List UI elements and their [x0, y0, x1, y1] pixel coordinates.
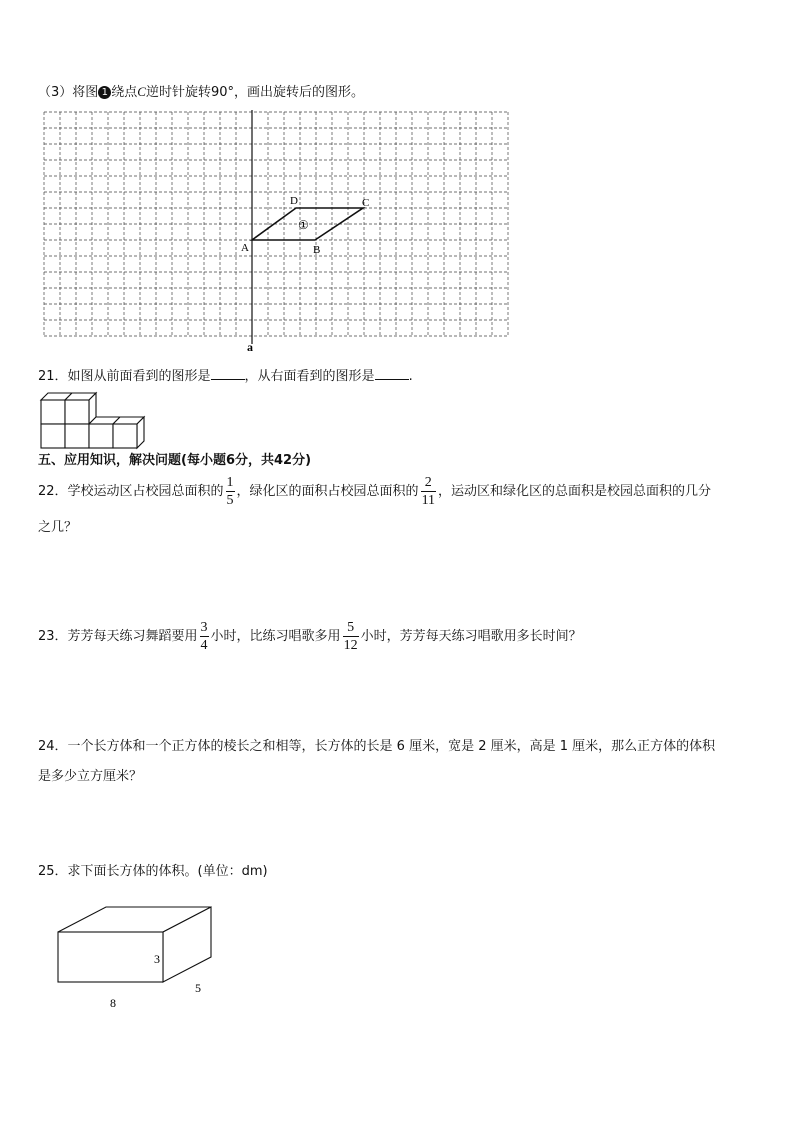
- q21-text: 21．如图从前面看到的图形是 ，从右面看到的图形是 .: [38, 369, 413, 384]
- q22-line2: 之几？: [38, 520, 78, 535]
- dim-length: 8: [110, 996, 116, 1010]
- q22-line1: 22．学校运动区占校园总面积的 $\frac{1}{5}$ ，绿化区的面积占校园总面积的 $\frac{2}{11}$ ，运动区和绿化区的总面积是校园总面积的几分: [38, 475, 712, 508]
- label-c: C: [362, 197, 370, 209]
- q24-line2: 是多少立方厘米？: [38, 769, 143, 784]
- answer-blank-front: [211, 367, 245, 380]
- dim-height: 3: [154, 952, 160, 966]
- fraction-3-4: $\frac{3}{4}$: [200, 620, 208, 653]
- fraction-1-5: $\frac{1}{5}$: [226, 475, 234, 508]
- shape-number-badge: 1: [98, 86, 111, 99]
- q24-line1: 24．一个长方体和一个正方体的棱长之和相等，长方体的长是 6 厘米，宽是 2 厘米，高是 1 厘米，那么正方体的体积: [38, 739, 716, 754]
- fraction-2-11: $\frac{2}{11}$: [421, 475, 436, 508]
- label-a: A: [241, 242, 249, 254]
- q23-text: 23．芳芳每天练习舞蹈要用 $\frac{3}{4}$ 小时，比练习唱歌多用 $\frac{5}{12}$ 小时，芳芳每天练习唱歌用多长时间？: [38, 620, 582, 653]
- label-b: B: [313, 244, 321, 256]
- cube-stack-figure: [38, 390, 150, 450]
- dim-width: 5: [195, 981, 201, 995]
- cuboid-figure: [50, 900, 225, 1015]
- label-axis-a: a: [247, 340, 253, 354]
- q20-3-text: （3）将图 1 绕点C逆时针旋转90°，画出旋转后的图形。: [38, 84, 365, 100]
- q25-text: 25．求下面长方体的体积。(单位：dm): [38, 864, 268, 879]
- answer-blank-right: [375, 367, 409, 380]
- rotation-grid-figure: [40, 110, 512, 355]
- section-5-title: 五、应用知识，解决问题(每小题6分，共42分): [38, 453, 312, 468]
- fraction-5-12: $\frac{5}{12}$: [343, 620, 358, 653]
- label-d: D: [290, 195, 298, 207]
- label-shape-1: ①: [298, 218, 309, 232]
